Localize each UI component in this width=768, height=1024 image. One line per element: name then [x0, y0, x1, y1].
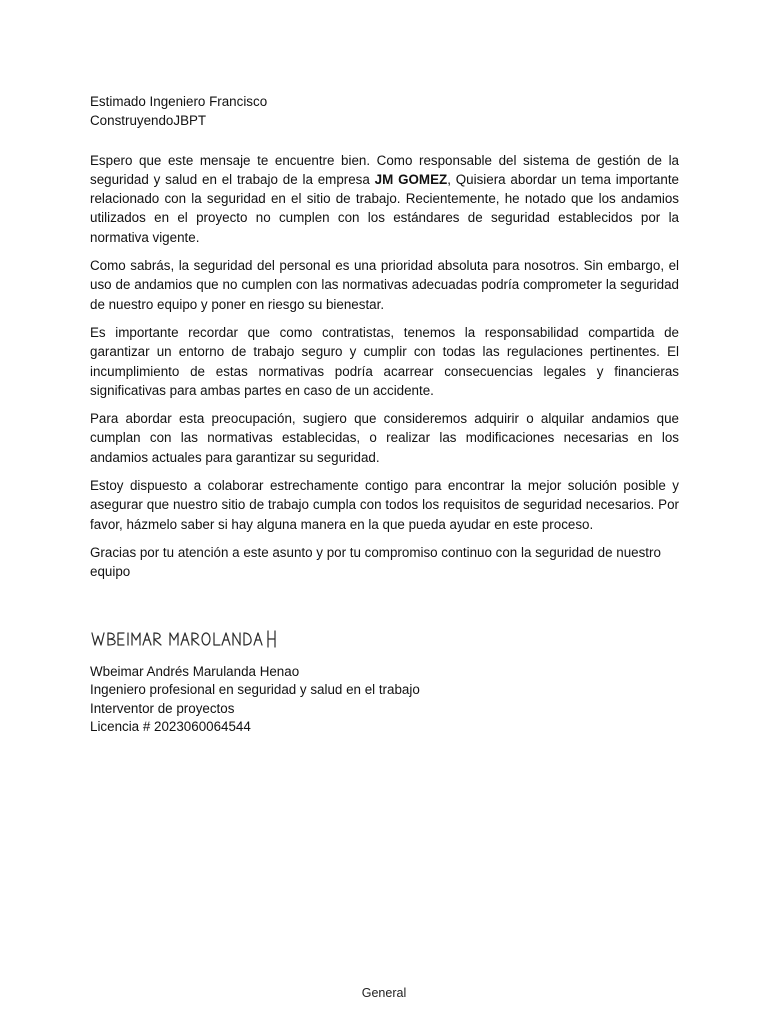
paragraph-5: Estoy dispuesto a colaborar estrechamente contigo para encontrar la mejor solución posible y asegurar que nuestro sitio de trabajo cumpla con todos los requisitos de seguridad necesarios. Por favor, házmelo saber si hay alguna manera en la que pueda ayudar en este proceso. — [90, 478, 679, 532]
paragraph-1 — [90, 151, 679, 247]
signer-title: Ingeniero profesional en seguridad y salud en el trabajo — [90, 682, 420, 698]
signature-block — [90, 663, 420, 737]
signer-name: Wbeimar Andrés Marulanda Henao — [90, 664, 300, 679]
paragraph-1-intro: Espero que este mensaje te encuentre bien. Como responsable del sistema de gestión de la seguridad y salud en el trabajo de la empresa — [90, 152, 679, 187]
letter-body — [90, 92, 679, 591]
paragraph-4: Para abordar esta preocupación, sugiero que consideremos adquirir o alquilar andamios que cumplan con las normativas establecidas, o realizar las modificaciones necesarias en los andamios actuales para garantizar su seguridad. — [90, 411, 679, 465]
recipient-block — [90, 92, 679, 131]
footer-label: General — [361, 986, 407, 1000]
paragraph-2: Como sabrás, la seguridad del personal es una prioridad absoluta para nosotros. Sin embargo, el uso de andamios que no cumplen con las normativas adecuadas podría comprometer la seguridad de nuestro equipo y poner en riesgo su bienestar. — [90, 258, 679, 312]
handwritten-signature — [90, 625, 280, 655]
signer-license: Licencia # 2023060064544 — [90, 719, 251, 735]
company-name: JM GOMEZ — [374, 171, 448, 187]
closing-paragraph: Gracias por tu atención a este asunto y por tu compromiso continuo con la seguridad de nuestro equipo — [90, 544, 661, 580]
signer-role: Interventor de proyectos — [90, 700, 235, 716]
recipient-company: ConstruyendoJBPT — [90, 113, 207, 129]
paragraph-3: Es importante recordar que como contratistas, tenemos la responsabilidad compartida de garantizar un entorno de trabajo seguro y cumplir con todas las regulaciones pertinentes. El incumplimiento de estas normativas podría acarrear consecuencias legales y financieras significativas para ambas partes en caso de un accidente. — [90, 324, 679, 398]
signature-drawing — [90, 625, 280, 655]
paragraph-1-rest: , Quisiera abordar un tema importante relacionado con la seguridad en el sitio de trabajo. Recientemente, he notado que los andamios utilizados en el proyecto no cumplen con los estándares de seguridad establecidos por la normativa vigente. — [90, 171, 679, 245]
recipient-name: Estimado Ingeniero Francisco — [90, 94, 268, 109]
